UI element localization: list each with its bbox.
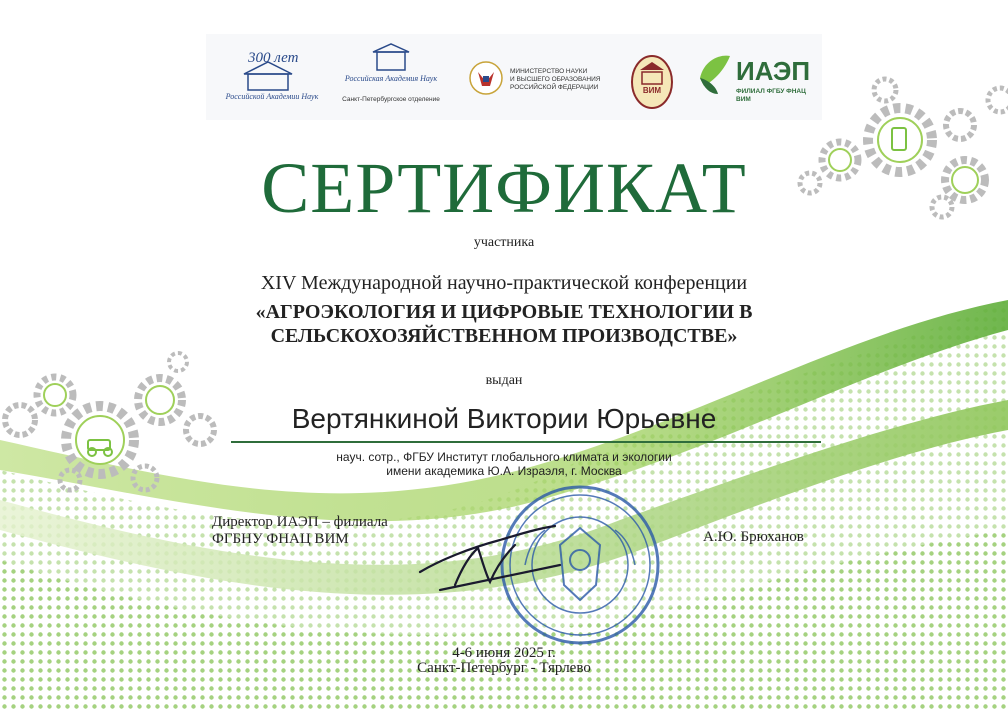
conference-theme-line-2: СЕЛЬСКОХОЗЯЙСТВЕННОМ ПРОИЗВОДСТВЕ» (270, 325, 738, 347)
ministry-line-2: И ВЫСШЕГО ОБРАЗОВАНИЯ (510, 76, 601, 83)
signer-position-line-2: ФГБНУ ФНАЦ ВИМ (212, 531, 349, 547)
ras-300-sub: Российской Академии Наук (225, 92, 319, 101)
iaep-logo (694, 34, 814, 120)
ministry-line-1: МИНИСТЕРСТВО НАУКИ (510, 68, 588, 75)
ras-spb-logo (341, 34, 441, 120)
iaep-leaf-icon (694, 34, 734, 120)
ras-300-logo (214, 34, 324, 120)
conference-theme-line-1: «АГРОЭКОЛОГИЯ И ЦИФРОВЫЕ ТЕХНОЛОГИИ В (255, 301, 753, 323)
vim-label: ВИМ (642, 86, 662, 95)
logos-strip (206, 34, 822, 120)
event-place: Санкт-Петербург - Тярлево (417, 660, 591, 676)
issued-label: выдан (485, 373, 523, 388)
ministry-logo (464, 34, 604, 120)
vim-emblem-icon (622, 34, 682, 120)
name-underline (231, 441, 821, 443)
ras-spb-sub: Санкт-Петербургское отделение (342, 96, 440, 103)
signer-position (212, 514, 388, 548)
ministry-line-3: РОССИЙСКОЙ ФЕДЕРАЦИИ (510, 84, 599, 91)
conference-theme (0, 300, 1008, 348)
certificate-title: СЕРТИФИКАТ (261, 148, 747, 228)
vim-logo (622, 34, 682, 120)
recipient-name: Вертянкиной Виктории Юрьевне (291, 403, 717, 434)
signer-position-line-1: Директор ИАЭП – филиала (212, 514, 388, 530)
ras-spb-label: Российская Академия Наук (344, 74, 438, 83)
affiliation-line-2: имени академика Ю.А. Израэля, г. Москва (386, 464, 622, 478)
iaep-sub: ФИЛИАЛ ФГБУ ФНАЦ ВИМ (736, 88, 806, 103)
signer-name: А.Ю. Брюханов (703, 529, 804, 545)
conference-name: XIV Международной научно-практической конференции (260, 272, 748, 294)
event-dates: 4-6 июня 2025 г. (452, 645, 556, 661)
ras-300-label: 300 лет (248, 50, 299, 66)
ras-building-icon (214, 34, 324, 120)
affiliation-line-1: науч. сотр., ФГБУ Институт глобального климата и экологии (336, 450, 672, 464)
iaep-label: ИАЭП (736, 56, 811, 86)
eagle-emblem-icon (468, 34, 504, 120)
participant-label: участника (473, 235, 535, 250)
